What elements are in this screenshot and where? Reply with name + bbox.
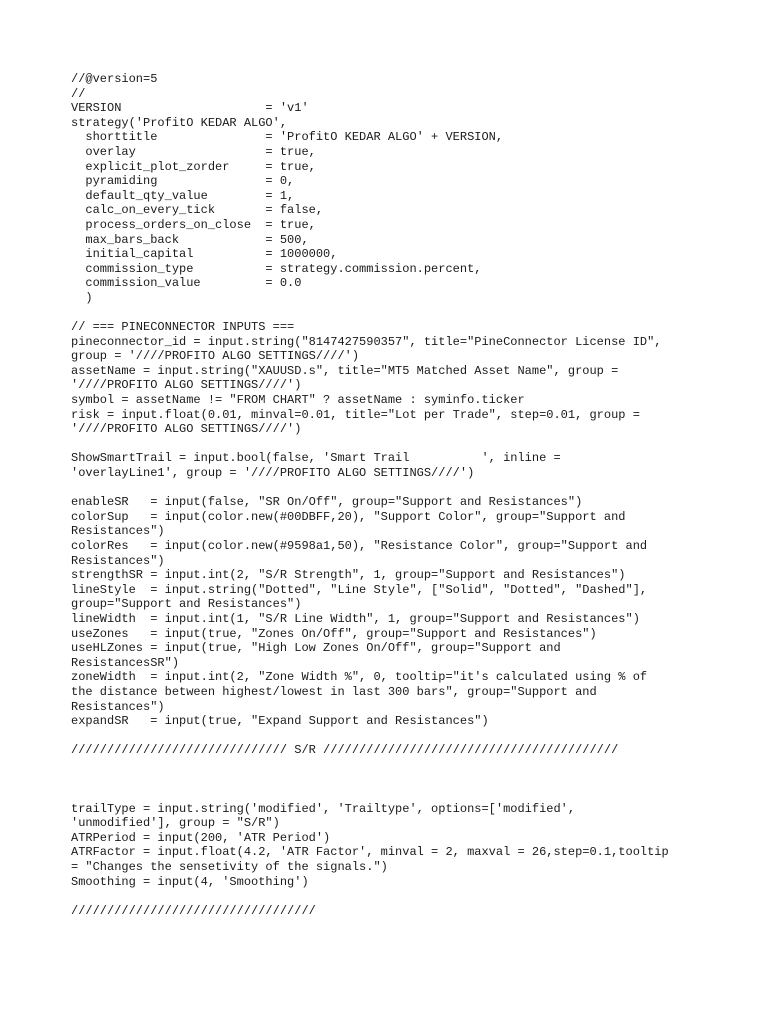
code-line: colorRes = input(color.new(#9598a1,50), "Resistance Color", group="Support and <box>71 539 648 553</box>
code-line: default_qty_value = 1, <box>71 188 295 203</box>
code-line: the distance between highest/lowest in last 300 bars", group="Support and <box>71 684 597 699</box>
code-line: enableSR = input(false, "SR On/Off", group="Support and Resistances") <box>71 495 583 510</box>
code-line: expandSR = input(true, "Expand Support and Resistances") <box>71 714 489 729</box>
code-line: symbol = assetName != "FROM CHART" ? assetName : syminfo.ticker <box>71 393 525 408</box>
code-line: strategy('ProfitO KEDAR ALGO', <box>71 115 288 130</box>
code-line: group="Support and Resistances") <box>71 597 302 612</box>
code-line: Resistances") <box>71 699 165 714</box>
code-line: Resistances") <box>71 553 165 568</box>
blank-line <box>71 481 731 496</box>
code-line: explicit_plot_zorder = true, <box>71 159 316 174</box>
code-line: strengthSR = input.int(2, "S/R Strength", 1, group="Support and Resistances") <box>71 568 626 583</box>
code-line: // <box>71 86 86 101</box>
code-line: = "Changes the sensetivity of the signals.") <box>71 860 388 875</box>
blank-line <box>71 437 731 452</box>
code-line: ATRPeriod = input(200, 'ATR Period') <box>71 830 331 845</box>
code-line: VERSION = 'v1' <box>71 101 309 116</box>
code-line: pyramiding = 0, <box>71 174 295 189</box>
code-line: '////PROFITO ALGO SETTINGS////') <box>71 378 302 393</box>
blank-line <box>71 729 731 744</box>
code-line: risk = input.float(0.01, minval=0.01, title="Lot per Trade", step=0.01, group = <box>71 407 640 422</box>
code-line: lineWidth = input.int(1, "S/R Line Width", 1, group="Support and Resistances") <box>71 611 640 626</box>
blank-line <box>71 306 731 321</box>
code-line: commission_type = strategy.commission.percent, <box>71 261 482 276</box>
section-divider: ////////////////////////////// S/R ///////////////////////////////////////// <box>71 743 619 758</box>
code-line: 'overlayLine1', group = '////PROFITO ALGO SETTINGS////') <box>71 466 475 481</box>
code-line: Resistances") <box>71 524 165 539</box>
code-line: 'unmodified'], group = "S/R") <box>71 816 280 831</box>
code-line: Smoothing = input(4, 'Smoothing') <box>71 874 309 889</box>
code-line: zoneWidth = input.int(2, "Zone Width %", 0, tooltip="it's calculated using % of <box>71 670 648 685</box>
section-comment: // === PINECONNECTOR INPUTS === <box>71 320 295 335</box>
code-line: shorttitle = 'ProfitO KEDAR ALGO' + VERSION, <box>71 130 504 145</box>
code-line: ResistancesSR") <box>71 655 180 670</box>
blank-line <box>71 787 731 802</box>
code-line: group = '////PROFITO ALGO SETTINGS////') <box>71 349 360 364</box>
code-line: trailType = input.string('modified', 'Trailtype', options=['modified', <box>71 801 576 816</box>
code-line: overlay = true, <box>71 144 316 159</box>
code-line: calc_on_every_tick = false, <box>71 203 324 218</box>
code-line: ) <box>71 290 93 305</box>
section-divider: ////////////////////////////////// <box>71 903 316 918</box>
blank-line <box>71 758 731 787</box>
blank-line <box>71 889 731 904</box>
code-line: useHLZones = input(true, "High Low Zones On/Off", group="Support and <box>71 641 561 656</box>
code-line: pineconnector_id = input.string("8147427590357", title="PineConnector License ID", <box>71 334 662 349</box>
code-line: commission_value = 0.0 <box>71 276 302 291</box>
code-line: useZones = input(true, "Zones On/Off", group="Support and Resistances") <box>71 626 597 641</box>
pine-script-code <box>71 72 731 918</box>
code-line: colorSup = input(color.new(#00DBFF,20), "Support Color", group="Support and <box>71 509 626 524</box>
code-line: //@version=5 <box>71 72 158 86</box>
code-line: max_bars_back = 500, <box>71 232 309 247</box>
code-line: ShowSmartTrail = input.bool(false, 'Smart Trail ', inline = <box>71 451 561 466</box>
code-line: initial_capital = 1000000, <box>71 247 338 262</box>
code-line: ATRFactor = input.float(4.2, 'ATR Factor', minval = 2, maxval = 26,step=0.1,tooltip <box>71 845 669 860</box>
code-line: '////PROFITO ALGO SETTINGS////') <box>71 422 302 437</box>
code-line: process_orders_on_close = true, <box>71 217 316 232</box>
code-line: assetName = input.string("XAUUSD.s", title="MT5 Matched Asset Name", group = <box>71 363 619 378</box>
code-line: lineStyle = input.string("Dotted", "Line Style", ["Solid", "Dotted", "Dashed"], <box>71 582 648 597</box>
